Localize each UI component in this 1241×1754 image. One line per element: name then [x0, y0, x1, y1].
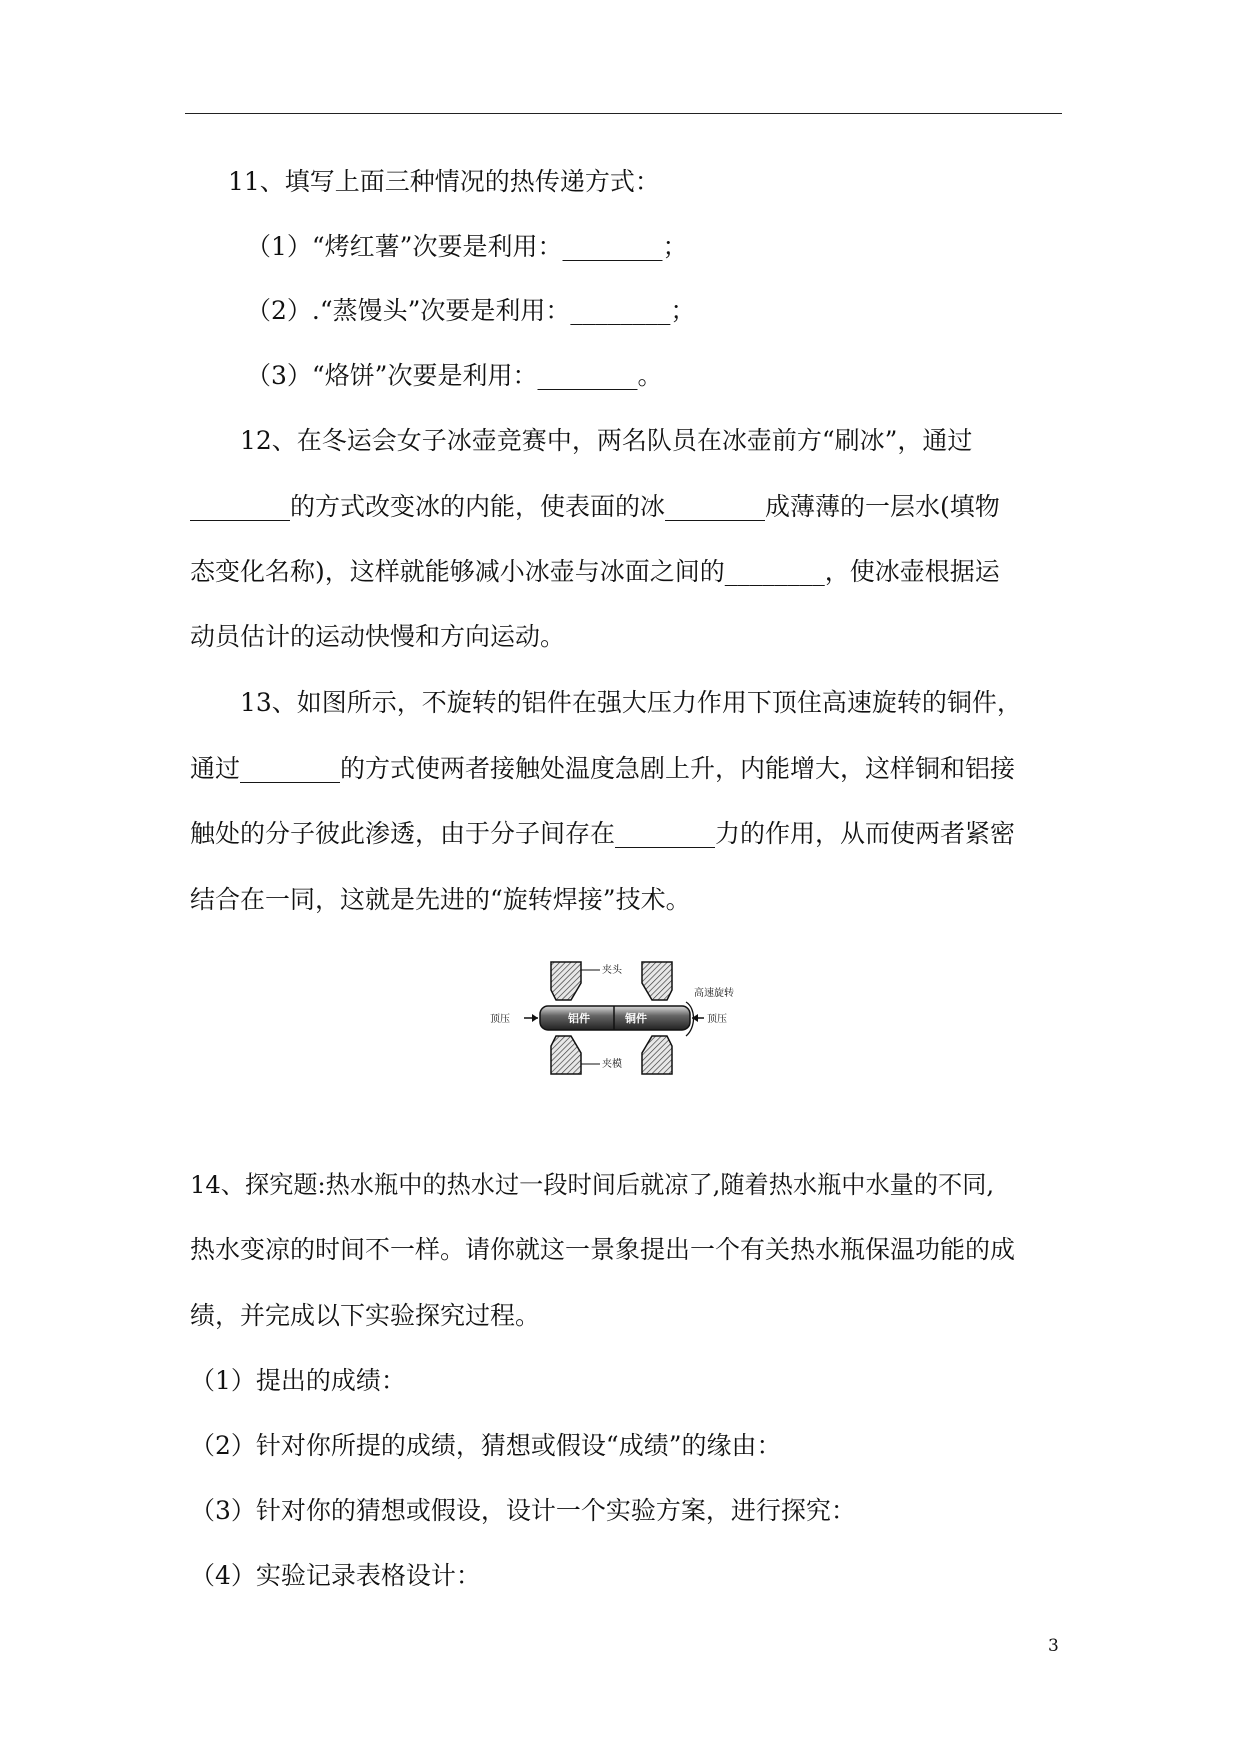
q14-item-1: （1）提出的成绩： — [190, 1366, 406, 1395]
q12-line-2: ________的方式改变冰的内能，使表面的冰________成薄薄的一层水(填物 — [190, 492, 1000, 521]
header-rule — [185, 113, 1062, 114]
right-clamp-bottom — [642, 1036, 672, 1074]
aluminum-label: 铝件 — [568, 1012, 590, 1025]
q14-line-1: 14、探究题:热水瓶中的热水过一段时间后就凉了,随着热水瓶中水量的不同, — [190, 1171, 995, 1199]
q13-line-3: 触处的分子彼此渗透，由于分子间存在________力的作用，从而使两者紧密 — [190, 819, 1016, 848]
bottom-label: 夹模 — [602, 1059, 622, 1070]
q13-line-4: 结合在一同，这就是先进的“旋转焊接”技术。 — [190, 885, 691, 914]
page-number: 3 — [1048, 1636, 1059, 1656]
q14-line-2: 热水变凉的时间不一样。请你就这一景象提出一个有关热水瓶保温功能的成 — [190, 1235, 1016, 1264]
left-press-label: 顶压 — [490, 1014, 510, 1025]
right-press-label: 顶压 — [707, 1014, 727, 1025]
q14-line-3: 绩，并完成以下实验探究过程。 — [190, 1301, 541, 1330]
q11-item-3: （3）“烙饼”次要是利用：________。 — [246, 361, 663, 390]
rotate-label: 高速旋转 — [694, 988, 734, 999]
top-label: 夹头 — [602, 965, 622, 976]
q12-line-3: 态变化名称)，这样就能够减小冰壶与冰面之间的________，使冰壶根据运 — [190, 557, 1000, 586]
q11-item-1: （1）“烤红薯”次要是利用：________； — [246, 232, 688, 261]
q12-line-1: 12、在冬运会女子冰壶竞赛中，两名队员在冰壶前方“刷冰”，通过 — [240, 426, 973, 455]
q11-title: 11、填写上面三种情况的热传递方式： — [228, 167, 660, 196]
rotary-welding-figure — [490, 958, 765, 1078]
copper-label: 铜件 — [625, 1012, 647, 1025]
q13-line-1: 13、如图所示，不旋转的铝件在强大压力作用下顶住高速旋转的铜件， — [240, 688, 1022, 717]
left-clamp-top — [551, 962, 581, 1000]
q14-item-3: （3）针对你的猜想或假设，设计一个实验方案，进行探究： — [190, 1496, 856, 1525]
right-clamp-top — [642, 962, 672, 1000]
q12-line-4: 动员估计的运动快慢和方向运动。 — [190, 622, 566, 651]
q14-item-2: （2）针对你所提的成绩，猜想或假设“成绩”的缘由： — [190, 1431, 782, 1460]
q14-item-4: （4）实验记录表格设计： — [190, 1561, 481, 1590]
rod — [540, 1006, 690, 1030]
q13-line-2: 通过________的方式使两者接触处温度急剧上升，内能增大，这样铜和铝接 — [190, 754, 1016, 783]
q11-item-2: （2）.“蒸馒头”次要是利用：________； — [246, 296, 696, 325]
left-clamp-bottom — [551, 1036, 581, 1074]
rotary-welding-diagram — [490, 958, 765, 1078]
left-arrowhead — [532, 1014, 538, 1022]
